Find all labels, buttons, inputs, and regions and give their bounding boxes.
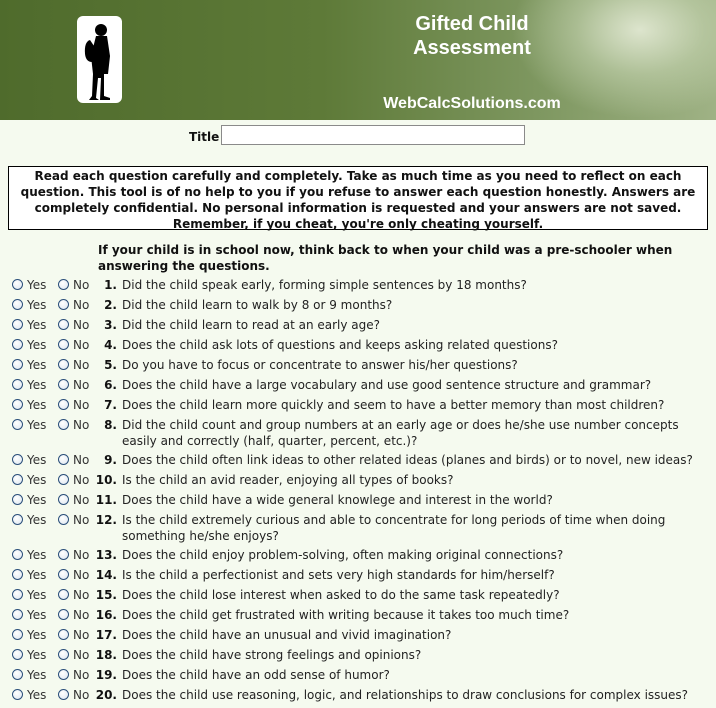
question-text: Do you have to focus or concentrate to answer his/her questions?	[122, 358, 518, 372]
question-number: 15.	[95, 588, 117, 602]
question-text: Is the child extremely curious and able to concentrate for long periods of time when doing something he/she enjoys?	[122, 513, 666, 543]
no-label[interactable]: No	[73, 418, 90, 432]
yes-label[interactable]: Yes	[27, 493, 47, 507]
yes-radio[interactable]	[12, 689, 23, 700]
yes-label[interactable]: Yes	[27, 398, 47, 412]
yes-radio[interactable]	[12, 494, 23, 505]
no-radio[interactable]	[58, 319, 69, 330]
yes-radio[interactable]	[12, 279, 23, 290]
yes-label[interactable]: Yes	[27, 473, 47, 487]
yes-radio[interactable]	[12, 454, 23, 465]
question-number: 6.	[104, 378, 117, 392]
yes-label[interactable]: Yes	[27, 278, 47, 292]
no-radio[interactable]	[58, 589, 69, 600]
title-label: Title	[189, 130, 220, 144]
question-text: Does the child enjoy problem-solving, often making original connections?	[122, 548, 564, 562]
yes-label[interactable]: Yes	[27, 298, 47, 312]
question-number: 16.	[95, 608, 117, 622]
yes-label[interactable]: Yes	[27, 338, 47, 352]
site-link[interactable]: WebCalcSolutions.com	[383, 95, 561, 112]
question-number: 10.	[95, 473, 117, 487]
no-label[interactable]: No	[73, 298, 90, 312]
question-text: Does the child have an odd sense of humor?	[122, 668, 390, 682]
yes-label[interactable]: Yes	[27, 688, 47, 702]
no-label[interactable]: No	[73, 378, 90, 392]
title-row	[0, 124, 716, 148]
no-label[interactable]: No	[73, 548, 90, 562]
no-radio[interactable]	[58, 299, 69, 310]
yes-label[interactable]: Yes	[27, 588, 47, 602]
no-radio[interactable]	[58, 549, 69, 560]
no-radio[interactable]	[58, 569, 69, 580]
instructions-box: Read each question carefully and completely. Take as much time as you need to reflect on each question. This tool is of no help to you if you refuse to answer each question honestly. Answers are completely confidential. No personal information is requested and your answers are not saved. Remember, if you cheat, you're only cheating yourself.	[8, 166, 708, 230]
no-radio[interactable]	[58, 379, 69, 390]
app-title-line1: Gifted Child	[415, 13, 529, 35]
question-number: 8.	[104, 418, 117, 432]
question-number: 18.	[95, 648, 117, 662]
yes-radio[interactable]	[12, 569, 23, 580]
no-radio[interactable]	[58, 399, 69, 410]
no-label[interactable]: No	[73, 668, 90, 682]
yes-label[interactable]: Yes	[27, 378, 47, 392]
title-input[interactable]	[221, 125, 525, 145]
no-radio[interactable]	[58, 454, 69, 465]
no-radio[interactable]	[58, 609, 69, 620]
yes-radio[interactable]	[12, 514, 23, 525]
question-text: Did the child learn to read at an early age?	[122, 318, 381, 332]
yes-label[interactable]: Yes	[27, 648, 47, 662]
app-title-line2: Assessment	[413, 37, 531, 59]
no-radio[interactable]	[58, 279, 69, 290]
question-number: 5.	[104, 358, 117, 372]
question-text: Does the child have a large vocabulary and use good sentence structure and grammar?	[122, 378, 652, 392]
no-label[interactable]: No	[73, 588, 90, 602]
no-label[interactable]: No	[73, 398, 90, 412]
no-radio[interactable]	[58, 339, 69, 350]
yes-radio[interactable]	[12, 399, 23, 410]
question-text: Does the child ask lots of questions and keeps asking related questions?	[122, 338, 558, 352]
question-text: Does the child often link ideas to other related ideas (planes and birds) or to novel, new ideas?	[122, 453, 693, 467]
yes-label[interactable]: Yes	[27, 358, 47, 372]
header-banner	[0, 0, 716, 120]
question-text: Does the child have an unusual and vivid imagination?	[122, 628, 452, 642]
no-label[interactable]: No	[73, 453, 90, 467]
school-note: If your child is in school now, think back to when your child was a pre-schooler when answering the questions.	[98, 243, 673, 273]
question-text: Did the child count and group numbers at an early age or does he/she use number concepts easily and correctly (half, quarter, percent, etc.)?	[122, 418, 679, 448]
no-radio[interactable]	[58, 474, 69, 485]
question-number: 20.	[95, 688, 117, 702]
no-radio[interactable]	[58, 359, 69, 370]
yes-radio[interactable]	[12, 379, 23, 390]
no-radio[interactable]	[58, 514, 69, 525]
question-text: Does the child use reasoning, logic, and relationships to draw conclusions for complex issues?	[122, 688, 689, 702]
child-silhouette-logo	[77, 16, 122, 103]
question-number: 19.	[95, 668, 117, 682]
question-text: Is the child a perfectionist and sets very high standards for him/herself?	[122, 568, 555, 582]
no-label[interactable]: No	[73, 278, 90, 292]
question-number: 1.	[104, 278, 117, 292]
yes-label[interactable]: Yes	[27, 608, 47, 622]
no-radio[interactable]	[58, 494, 69, 505]
question-text: Did the child speak early, forming simple sentences by 18 months?	[122, 278, 527, 292]
no-label[interactable]: No	[73, 688, 90, 702]
no-radio[interactable]	[58, 629, 69, 640]
no-label[interactable]: No	[73, 493, 90, 507]
yes-label[interactable]: Yes	[27, 548, 47, 562]
no-label[interactable]: No	[73, 608, 90, 622]
question-text: Does the child have a wide general knowlege and interest in the world?	[122, 493, 553, 507]
yes-radio[interactable]	[12, 474, 23, 485]
yes-radio[interactable]	[12, 359, 23, 370]
no-label[interactable]: No	[73, 473, 90, 487]
yes-radio[interactable]	[12, 339, 23, 350]
yes-label[interactable]: Yes	[27, 453, 47, 467]
no-radio[interactable]	[58, 419, 69, 430]
no-label[interactable]: No	[73, 648, 90, 662]
question-number: 2.	[104, 298, 117, 312]
yes-radio[interactable]	[12, 649, 23, 660]
yes-radio[interactable]	[12, 629, 23, 640]
question-text: Is the child an avid reader, enjoying all types of books?	[122, 473, 454, 487]
yes-radio[interactable]	[12, 549, 23, 560]
yes-label[interactable]: Yes	[27, 318, 47, 332]
yes-radio[interactable]	[12, 669, 23, 680]
question-number: 4.	[104, 338, 117, 352]
question-text: Does the child have strong feelings and opinions?	[122, 648, 422, 662]
question-text: Did the child learn to walk by 8 or 9 months?	[122, 298, 393, 312]
yes-label[interactable]: Yes	[27, 628, 47, 642]
question-number: 3.	[104, 318, 117, 332]
question-text: Does the child lose interest when asked to do the same task repeatedly?	[122, 588, 560, 602]
yes-label[interactable]: Yes	[27, 418, 47, 432]
no-label[interactable]: No	[73, 568, 90, 582]
yes-radio[interactable]	[12, 609, 23, 620]
yes-radio[interactable]	[12, 589, 23, 600]
yes-radio[interactable]	[12, 419, 23, 430]
no-label[interactable]: No	[73, 628, 90, 642]
yes-radio[interactable]	[12, 299, 23, 310]
yes-label[interactable]: Yes	[27, 513, 47, 527]
yes-label[interactable]: Yes	[27, 568, 47, 582]
no-label[interactable]: No	[73, 358, 90, 372]
question-number: 13.	[95, 548, 117, 562]
no-radio[interactable]	[58, 669, 69, 680]
no-radio[interactable]	[58, 649, 69, 660]
no-label[interactable]: No	[73, 513, 90, 527]
no-label[interactable]: No	[73, 338, 90, 352]
question-number: 14.	[95, 568, 117, 582]
question-number: 17.	[95, 628, 117, 642]
question-text: Does the child get frustrated with writing because it takes too much time?	[122, 608, 570, 622]
yes-radio[interactable]	[12, 319, 23, 330]
yes-label[interactable]: Yes	[27, 668, 47, 682]
question-text: Does the child learn more quickly and seem to have a better memory than most children?	[122, 398, 665, 412]
question-number: 12.	[95, 513, 117, 527]
question-number: 11.	[95, 493, 117, 507]
question-number: 7.	[104, 398, 117, 412]
question-number: 9.	[104, 453, 117, 467]
no-label[interactable]: No	[73, 318, 90, 332]
no-radio[interactable]	[58, 689, 69, 700]
